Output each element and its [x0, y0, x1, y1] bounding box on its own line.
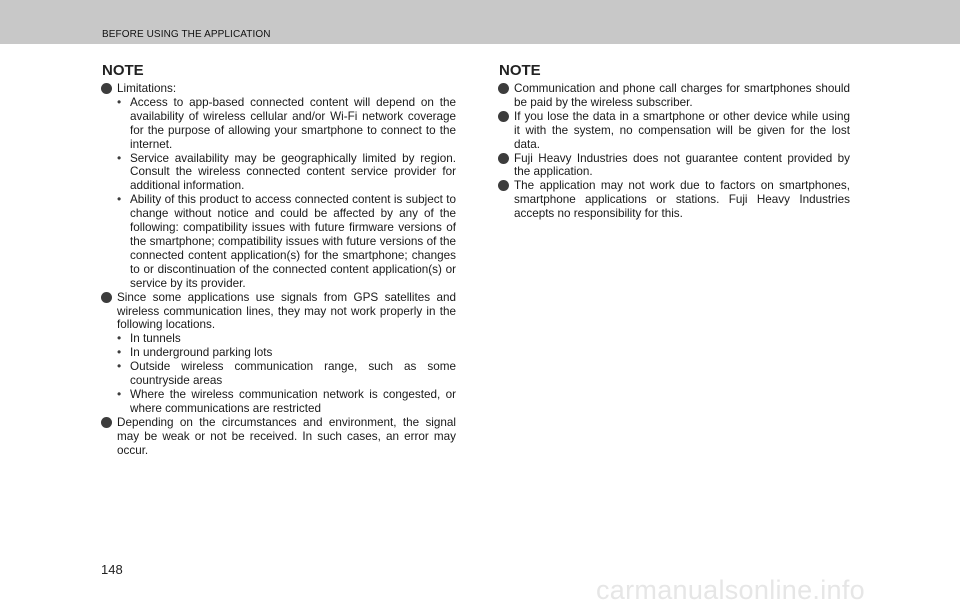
sub-bullet-icon: •	[117, 150, 122, 165]
bullet-icon	[498, 180, 509, 191]
right-note-heading: NOTE	[499, 62, 541, 79]
sub-item-text: Ability of this product to access connected content is subject to change without notice and could be affected by any of the following: compatibility issues with future firmware versions of the smartphone; compatibility issues with future versions of the connected content application(s) for the smartphone; changes to or discontinuation of the connected content application(s) or service by its provider.	[130, 193, 456, 290]
note-item	[498, 110, 850, 152]
note-item-text: The application may not work due to factors on smartphones, smartphone applications or stations. Fuji Heavy Industries accepts no responsibility for this.	[514, 179, 850, 221]
sub-bullet-icon: •	[117, 386, 122, 401]
sub-item	[117, 152, 456, 194]
sub-item	[117, 96, 456, 152]
left-note-column	[101, 82, 456, 457]
page-number: 148	[101, 562, 123, 577]
sub-item-text: Access to app-based connected content will depend on the availability of wireless cellular and/or Wi-Fi network coverage for the purpose of allowing your smartphone to connect to the internet.	[130, 95, 456, 151]
sub-item-text: Service availability may be geographically limited by region. Consult the wireless connected content service provider for additional information.	[130, 151, 456, 193]
sub-item	[117, 388, 456, 416]
note-item-text: Fuji Heavy Industries does not guarantee content provided by the application.	[514, 151, 850, 179]
sub-item	[117, 332, 456, 346]
bullet-icon	[101, 83, 112, 94]
sub-item	[117, 360, 456, 388]
sub-bullet-icon: •	[117, 359, 122, 374]
bullet-icon	[498, 111, 509, 122]
sub-item-text: In underground parking lots	[130, 346, 273, 360]
sub-item	[117, 193, 456, 290]
note-item-text: Communication and phone call charges for smartphones should be paid by the wireless subscriber.	[514, 82, 850, 109]
sub-bullet-icon: •	[117, 94, 122, 109]
note-item	[498, 179, 850, 221]
note-item-text: If you lose the data in a smartphone or other device while using it with the system, no compensation will be given for the lost data.	[514, 109, 850, 151]
bullet-icon	[101, 292, 112, 303]
sub-bullet-icon: •	[117, 192, 122, 207]
note-item	[498, 82, 850, 110]
sub-bullet-icon: •	[117, 331, 122, 346]
bullet-icon	[498, 153, 509, 164]
note-item	[498, 152, 850, 180]
sub-item-text: Where the wireless communication network is congested, or where communications are restricted	[130, 387, 456, 415]
sub-item	[117, 346, 456, 360]
bullet-icon	[101, 417, 112, 428]
note-item-text: Since some applications use signals from GPS satellites and wireless communication lines, they may not work properly in the following locations.	[117, 290, 456, 332]
note-item	[101, 416, 456, 458]
note-item	[101, 82, 456, 291]
note-item-text: Limitations:	[117, 82, 177, 95]
note-item	[101, 291, 456, 416]
sub-bullet-icon: •	[117, 345, 122, 360]
sub-item-text: In tunnels	[130, 332, 181, 346]
sub-item-text: Outside wireless communication range, such as some countryside areas	[130, 360, 456, 388]
watermark: carmanualsonline.info	[596, 575, 865, 605]
note-item-text: Depending on the circumstances and environment, the signal may be weak or not be received. In such cases, an error may occur.	[117, 415, 456, 457]
header-bar	[0, 0, 960, 44]
bullet-icon	[498, 83, 509, 94]
right-note-column	[498, 82, 850, 221]
left-note-heading: NOTE	[102, 62, 144, 79]
section-title: BEFORE USING THE APPLICATION	[102, 29, 271, 40]
